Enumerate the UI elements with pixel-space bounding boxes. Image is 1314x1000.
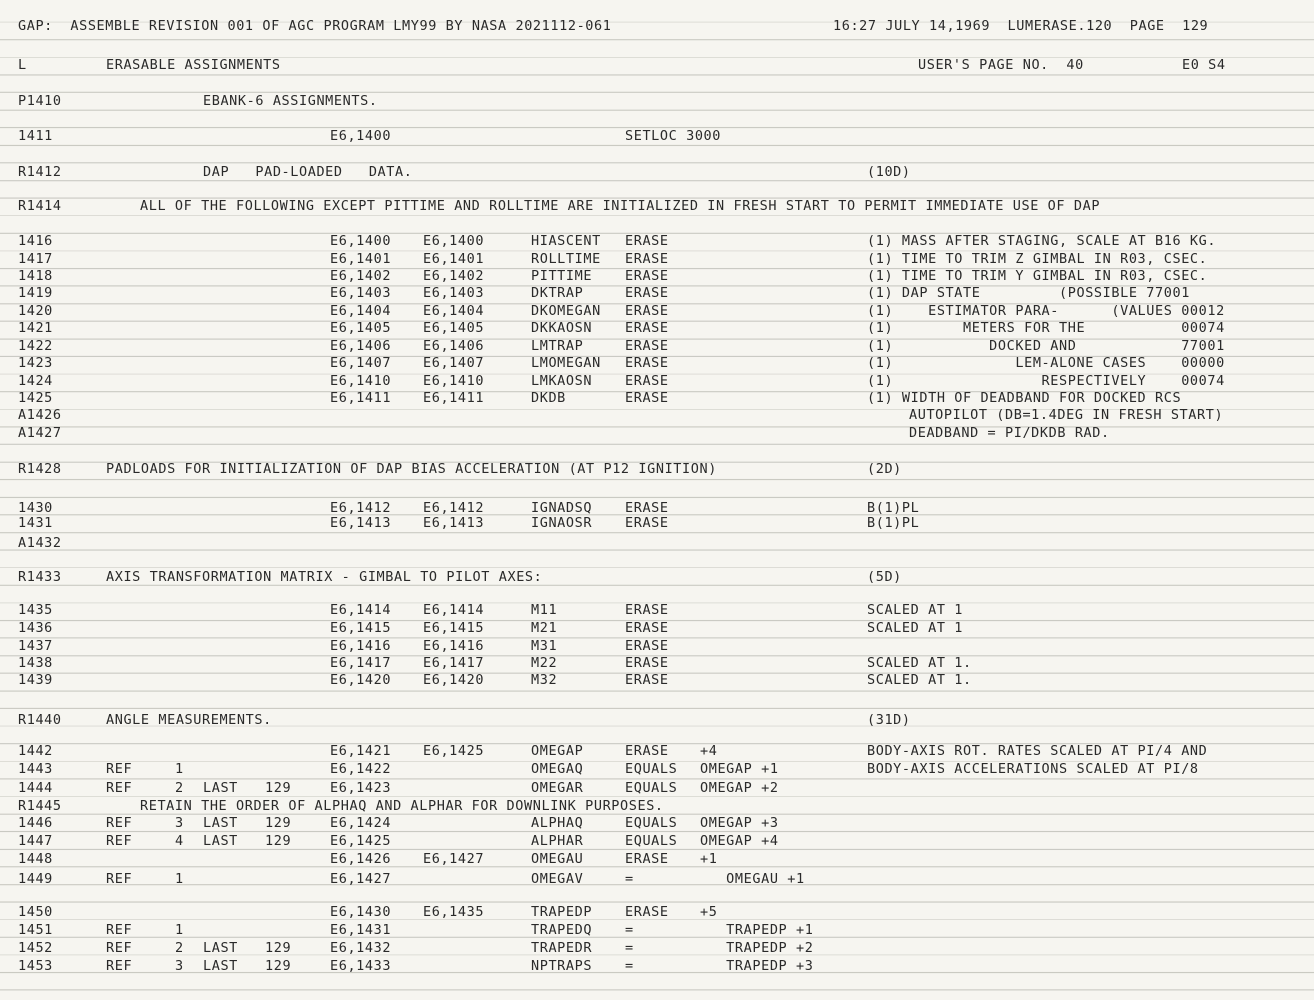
comment: B(1)PL	[867, 515, 920, 531]
header-line-2	[0, 56, 1314, 74]
listing-line	[0, 654, 1314, 672]
line-number: 1447	[18, 833, 53, 849]
address-end: E6,1415	[423, 620, 485, 636]
symbol: TRAPEDQ	[531, 922, 593, 938]
line-number: 1437	[18, 638, 53, 654]
remark-text: EBANK-6 ASSIGNMENTS.	[203, 93, 378, 109]
opcode: ERASE	[625, 515, 669, 531]
address: E6,1414	[330, 602, 392, 618]
address-end: E6,1425	[423, 743, 485, 759]
symbol: DKTRAP	[531, 285, 584, 301]
header-eo: E0 S4	[1182, 57, 1226, 73]
remark-text: ALL OF THE FOLLOWING EXCEPT PITTIME AND ROLLTIME ARE INITIALIZED IN FRESH START TO PERMIT IMMEDIATE USE OF DAP	[140, 198, 1101, 214]
address: E6,1405	[330, 320, 392, 336]
symbol: ALPHAR	[531, 833, 584, 849]
opcode: =	[625, 871, 634, 887]
symbol: OMEGAR	[531, 780, 584, 796]
symbol: HIASCENT	[531, 233, 601, 249]
listing-line	[0, 319, 1314, 337]
ref-label: REF	[106, 940, 133, 956]
address: E6,1400	[330, 128, 392, 144]
line-number: R1433	[18, 569, 62, 585]
address: E6,1433	[330, 958, 392, 974]
address: E6,1412	[330, 500, 392, 516]
symbol: OMEGAP	[531, 743, 584, 759]
opcode: ERASE	[625, 743, 669, 759]
line-number: 1444	[18, 780, 53, 796]
listing-line	[0, 197, 1314, 215]
opcode: ERASE	[625, 268, 669, 284]
line-number: A1427	[18, 425, 62, 441]
comment: SCALED AT 1.	[867, 672, 972, 688]
last-label: LAST	[203, 780, 238, 796]
listing-line	[0, 921, 1314, 939]
comment: BODY-AXIS ACCELERATIONS SCALED AT PI/8	[867, 761, 1199, 777]
remark-text: DAP PAD-LOADED DATA.	[203, 164, 413, 180]
address-end: E6,1435	[423, 904, 485, 920]
listing-line	[0, 711, 1314, 729]
comment: (1) ESTIMATOR PARA- (VALUES 00012	[867, 303, 1225, 319]
listing-line	[0, 163, 1314, 181]
symbol: M11	[531, 602, 558, 618]
symbol: TRAPEDR	[531, 940, 593, 956]
address-end: E6,1427	[423, 851, 485, 867]
address-end: E6,1406	[423, 338, 485, 354]
symbol: NPTRAPS	[531, 958, 593, 974]
address: E6,1407	[330, 355, 392, 371]
remark-note: (10D)	[867, 164, 911, 180]
comment-continuation: DEADBAND = PI/DKDB RAD.	[909, 425, 1110, 441]
opcode: ERASE	[625, 500, 669, 516]
ref-label: REF	[106, 833, 133, 849]
comment: (1) DOCKED AND 77001	[867, 338, 1225, 354]
comment: (1) DAP STATE (POSSIBLE 77001	[867, 285, 1190, 301]
listing-line	[0, 742, 1314, 760]
opcode: ERASE	[625, 251, 669, 267]
symbol: ALPHAQ	[531, 815, 584, 831]
remark-text: PADLOADS FOR INITIALIZATION OF DAP BIAS ACCELERATION (AT P12 IGNITION)	[106, 461, 717, 477]
opcode: ERASE	[625, 285, 669, 301]
remark-text: ANGLE MEASUREMENTS.	[106, 712, 272, 728]
symbol: OMEGAV	[531, 871, 584, 887]
listing-line	[0, 671, 1314, 689]
opcode: =	[625, 958, 634, 974]
last-page: 129	[265, 833, 292, 849]
operand: +1	[700, 851, 718, 867]
symbol: OMEGAQ	[531, 761, 584, 777]
opcode: ERASE	[625, 373, 669, 389]
symbol: IGNADSQ	[531, 500, 593, 516]
opcode: ERASE	[625, 355, 669, 371]
opcode: EQUALS	[625, 780, 678, 796]
line-number: 1442	[18, 743, 53, 759]
header-line-1	[0, 17, 1314, 35]
line-number: 1439	[18, 672, 53, 688]
address: E6,1421	[330, 743, 392, 759]
last-label: LAST	[203, 940, 238, 956]
listing-line	[0, 389, 1314, 407]
ref-label: REF	[106, 922, 133, 938]
address: E6,1404	[330, 303, 392, 319]
address-end: E6,1413	[423, 515, 485, 531]
line-number: 1448	[18, 851, 53, 867]
address-end: E6,1414	[423, 602, 485, 618]
line-number: 1443	[18, 761, 53, 777]
comment: (1) TIME TO TRIM Y GIMBAL IN R03, CSEC.	[867, 268, 1208, 284]
ref-count: 3	[175, 958, 184, 974]
listing-line	[0, 92, 1314, 110]
comment: (1) RESPECTIVELY 00074	[867, 373, 1225, 389]
opcode: ERASE	[625, 602, 669, 618]
comment: SCALED AT 1	[867, 602, 964, 618]
operand: OMEGAP +3	[700, 815, 779, 831]
address-end: E6,1411	[423, 390, 485, 406]
opcode: ERASE	[625, 320, 669, 336]
listing-line	[0, 302, 1314, 320]
ref-count: 2	[175, 940, 184, 956]
listing-line	[0, 424, 1314, 442]
ref-label: REF	[106, 761, 133, 777]
remark-text: AXIS TRANSFORMATION MATRIX - GIMBAL TO PILOT AXES:	[106, 569, 543, 585]
symbol: LMTRAP	[531, 338, 584, 354]
line-number: R1412	[18, 164, 62, 180]
address: E6,1423	[330, 780, 392, 796]
address-end: E6,1420	[423, 672, 485, 688]
opcode: ERASE	[625, 338, 669, 354]
symbol: DKDB	[531, 390, 566, 406]
ref-label: REF	[106, 958, 133, 974]
ref-count: 2	[175, 780, 184, 796]
line-number: 1423	[18, 355, 53, 371]
operand: OMEGAP +2	[700, 780, 779, 796]
operand: +4	[700, 743, 718, 759]
listing-line	[0, 534, 1314, 552]
line-number: 1451	[18, 922, 53, 938]
opcode: ERASE	[625, 851, 669, 867]
comment: (1) MASS AFTER STAGING, SCALE AT B16 KG.	[867, 233, 1217, 249]
remark-text: RETAIN THE ORDER OF ALPHAQ AND ALPHAR FOR DOWNLINK PURPOSES.	[140, 798, 664, 814]
line-number: 1435	[18, 602, 53, 618]
listing-line	[0, 460, 1314, 478]
header-user-page: USER'S PAGE NO. 40	[918, 57, 1084, 73]
listing-line	[0, 850, 1314, 868]
comment: SCALED AT 1.	[867, 655, 972, 671]
ref-count: 3	[175, 815, 184, 831]
listing-line	[0, 903, 1314, 921]
symbol: M22	[531, 655, 558, 671]
operand: +5	[700, 904, 718, 920]
line-number: 1422	[18, 338, 53, 354]
ref-count: 1	[175, 871, 184, 887]
address: E6,1416	[330, 638, 392, 654]
listing-line	[0, 514, 1314, 532]
listing-line	[0, 406, 1314, 424]
line-number: R1440	[18, 712, 62, 728]
comment-continuation: AUTOPILOT (DB=1.4DEG IN FRESH START)	[909, 407, 1224, 423]
address: E6,1400	[330, 233, 392, 249]
listing-line	[0, 814, 1314, 832]
ref-count: 1	[175, 761, 184, 777]
address: E6,1413	[330, 515, 392, 531]
remark-note: (31D)	[867, 712, 911, 728]
listing-line	[0, 637, 1314, 655]
address: E6,1406	[330, 338, 392, 354]
opcode: ERASE	[625, 233, 669, 249]
comment: B(1)PL	[867, 500, 920, 516]
opcode: ERASE	[625, 655, 669, 671]
comment: (1) METERS FOR THE 00074	[867, 320, 1225, 336]
address-end: E6,1412	[423, 500, 485, 516]
address: E6,1401	[330, 251, 392, 267]
comment: (1) LEM-ALONE CASES 00000	[867, 355, 1225, 371]
address-end: E6,1407	[423, 355, 485, 371]
symbol: OMEGAU	[531, 851, 584, 867]
address: E6,1431	[330, 922, 392, 938]
address: E6,1403	[330, 285, 392, 301]
address-end: E6,1404	[423, 303, 485, 319]
address-end: E6,1401	[423, 251, 485, 267]
line-number: 1450	[18, 904, 53, 920]
symbol: IGNAOSR	[531, 515, 593, 531]
address: E6,1424	[330, 815, 392, 831]
symbol: M21	[531, 620, 558, 636]
ref-label: REF	[106, 780, 133, 796]
line-number: 1438	[18, 655, 53, 671]
address-end: E6,1403	[423, 285, 485, 301]
ref-count: 1	[175, 922, 184, 938]
line-number: P1410	[18, 93, 62, 109]
listing-line	[0, 870, 1314, 888]
opcode: EQUALS	[625, 815, 678, 831]
address: E6,1402	[330, 268, 392, 284]
address: E6,1417	[330, 655, 392, 671]
comment: SCALED AT 1	[867, 620, 964, 636]
opcode: ERASE	[625, 390, 669, 406]
line-number: 1452	[18, 940, 53, 956]
last-page: 129	[265, 940, 292, 956]
line-number: 1418	[18, 268, 53, 284]
header-code: L	[18, 57, 27, 73]
opcode: ERASE	[625, 303, 669, 319]
opcode: EQUALS	[625, 833, 678, 849]
listing-line	[0, 232, 1314, 250]
listing-line	[0, 760, 1314, 778]
address: E6,1425	[330, 833, 392, 849]
line-number: 1436	[18, 620, 53, 636]
last-page: 129	[265, 780, 292, 796]
symbol: TRAPEDP	[531, 904, 593, 920]
listing-line	[0, 797, 1314, 815]
line-number: 1425	[18, 390, 53, 406]
listing-line	[0, 939, 1314, 957]
address-end: E6,1405	[423, 320, 485, 336]
ref-label: REF	[106, 871, 133, 887]
line-number: 1431	[18, 515, 53, 531]
symbol: M32	[531, 672, 558, 688]
opcode: ERASE	[625, 638, 669, 654]
address: E6,1411	[330, 390, 392, 406]
listing-line	[0, 267, 1314, 285]
listing-line	[0, 568, 1314, 586]
listing-line	[0, 601, 1314, 619]
address: E6,1415	[330, 620, 392, 636]
header-title: ERASABLE ASSIGNMENTS	[106, 57, 281, 73]
line-number: R1445	[18, 798, 62, 814]
comment: (1) WIDTH OF DEADBAND FOR DOCKED RCS	[867, 390, 1182, 406]
address-end: E6,1410	[423, 373, 485, 389]
ref-label: REF	[106, 815, 133, 831]
symbol: M31	[531, 638, 558, 654]
symbol: ROLLTIME	[531, 251, 601, 267]
line-number: 1421	[18, 320, 53, 336]
listing-line	[0, 354, 1314, 372]
line-number: 1416	[18, 233, 53, 249]
line-number: 1449	[18, 871, 53, 887]
last-label: LAST	[203, 815, 238, 831]
last-label: LAST	[203, 833, 238, 849]
comment: (1) TIME TO TRIM Z GIMBAL IN R03, CSEC.	[867, 251, 1208, 267]
operand: OMEGAP +1	[700, 761, 779, 777]
last-label: LAST	[203, 958, 238, 974]
address: E6,1427	[330, 871, 392, 887]
opcode: EQUALS	[625, 761, 678, 777]
address: E6,1432	[330, 940, 392, 956]
operand: TRAPEDP +2	[700, 940, 814, 956]
last-page: 129	[265, 815, 292, 831]
last-page: 129	[265, 958, 292, 974]
remark-note: (2D)	[867, 461, 902, 477]
address: E6,1430	[330, 904, 392, 920]
line-number: 1430	[18, 500, 53, 516]
remark-note: (5D)	[867, 569, 902, 585]
line-number: 1417	[18, 251, 53, 267]
address: E6,1410	[330, 373, 392, 389]
line-number: 1453	[18, 958, 53, 974]
listing-line	[0, 250, 1314, 268]
line-number: 1419	[18, 285, 53, 301]
listing-line	[0, 127, 1314, 145]
symbol: PITTIME	[531, 268, 593, 284]
opcode: ERASE	[625, 620, 669, 636]
header-date-page: 16:27 JULY 14,1969 LUMERASE.120 PAGE 129	[833, 18, 1209, 34]
line-number: 1420	[18, 303, 53, 319]
line-number: 1424	[18, 373, 53, 389]
address: E6,1420	[330, 672, 392, 688]
symbol: DKOMEGAN	[531, 303, 601, 319]
assembly-header: GAP: ASSEMBLE REVISION 001 OF AGC PROGRAM LMY99 BY NASA 2021112-061	[18, 18, 612, 34]
symbol: DKKAOSN	[531, 320, 593, 336]
listing-line	[0, 779, 1314, 797]
opcode: =	[625, 922, 634, 938]
listing-line	[0, 957, 1314, 975]
address-end: E6,1416	[423, 638, 485, 654]
address-end: E6,1417	[423, 655, 485, 671]
comment: BODY-AXIS ROT. RATES SCALED AT PI/4 AND	[867, 743, 1208, 759]
opcode: ERASE	[625, 672, 669, 688]
listing-line	[0, 284, 1314, 302]
operand: OMEGAU +1	[700, 871, 805, 887]
address-end: E6,1402	[423, 268, 485, 284]
line-number: 1411	[18, 128, 53, 144]
address: E6,1422	[330, 761, 392, 777]
line-number: A1432	[18, 535, 62, 551]
opcode: ERASE	[625, 904, 669, 920]
listing-line	[0, 372, 1314, 390]
line-number: A1426	[18, 407, 62, 423]
operand: TRAPEDP +3	[700, 958, 814, 974]
symbol: LMOMEGAN	[531, 355, 601, 371]
operand: TRAPEDP +1	[700, 922, 814, 938]
opcode: =	[625, 940, 634, 956]
setloc-operand: SETLOC 3000	[625, 128, 722, 144]
address: E6,1426	[330, 851, 392, 867]
line-number: R1428	[18, 461, 62, 477]
ref-count: 4	[175, 833, 184, 849]
line-number: R1414	[18, 198, 62, 214]
listing-line	[0, 619, 1314, 637]
symbol: LMKAOSN	[531, 373, 593, 389]
listing-line	[0, 337, 1314, 355]
address-end: E6,1400	[423, 233, 485, 249]
operand: OMEGAP +4	[700, 833, 779, 849]
listing-line	[0, 832, 1314, 850]
line-number: 1446	[18, 815, 53, 831]
